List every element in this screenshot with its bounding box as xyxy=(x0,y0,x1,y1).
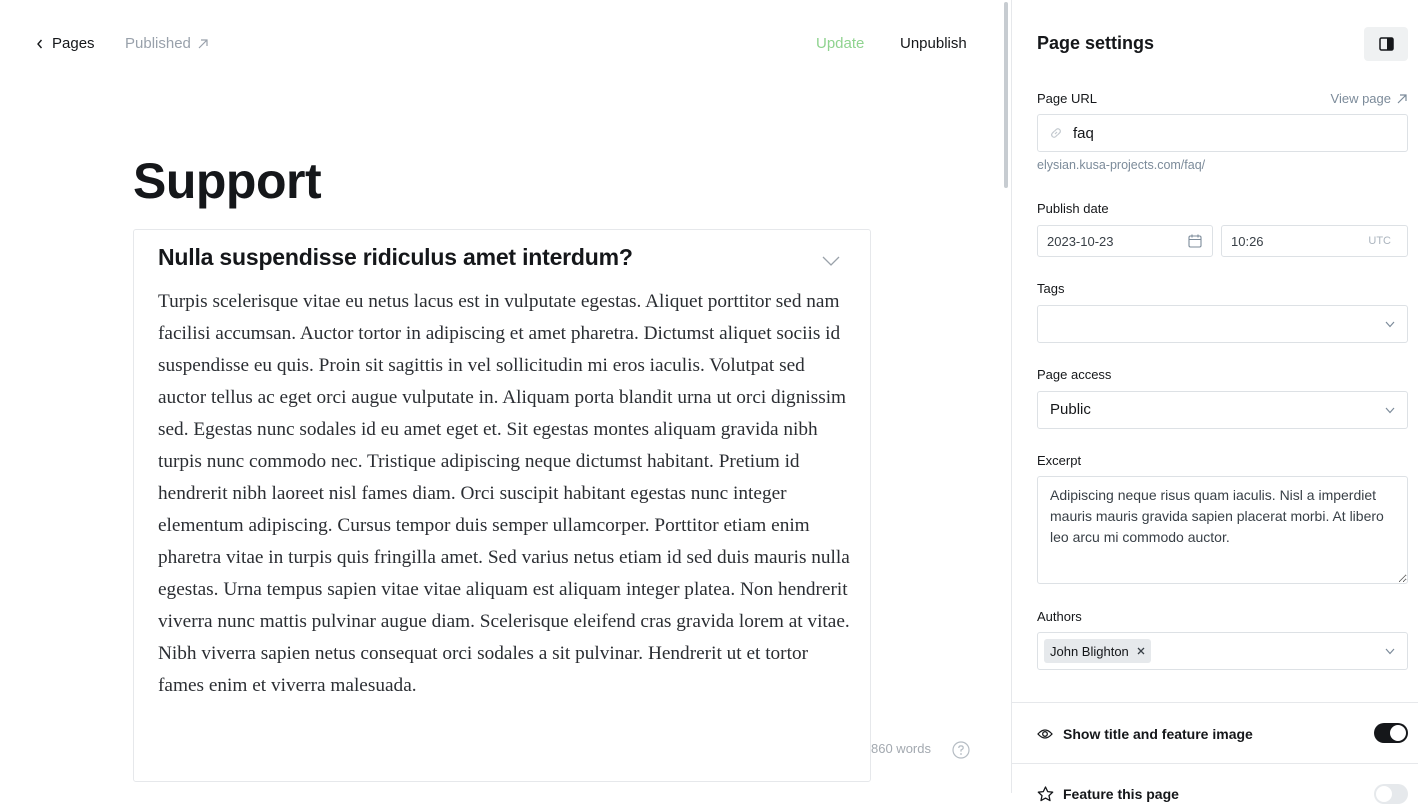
update-button[interactable]: Update xyxy=(816,35,865,52)
arrow-up-right-icon xyxy=(1397,94,1407,104)
feature-page-label: Feature this page xyxy=(1063,786,1179,802)
back-link-label: Pages xyxy=(52,35,95,52)
tags-label: Tags xyxy=(1037,281,1065,296)
author-token[interactable] xyxy=(1044,639,1151,663)
toggle-card[interactable] xyxy=(133,229,871,782)
publish-date-value: 2023-10-23 xyxy=(1047,234,1114,249)
show-title-label: Show title and feature image xyxy=(1063,726,1253,742)
page-url-input[interactable] xyxy=(1073,115,1393,151)
toggle-body-text[interactable]: Turpis scelerisque vitae eu netus lacus est in vulputate egestas. Aliquet porttitor sed nam facilisi accumsan. Auctor tortor in adipiscing et amet pharetra. Dictumst aliquet sociis id suspendisse eu quis. Proin sit sagittis in vel sollicitudin mi eros iaculis. Volutpat sed auctor tellus ac eget orci augue vulputate in. Aliquam porta blandit urna ut orci dignissim sed. Egestas nunc sodales id eu amet eget et. Sit egestas montes aliquam gravida nibh turpis nunc commodo nec. Tristique adipiscing neque dictumst habitant. Pretium id hendrerit nibh laoreet nisl fames diam. Orci suscipit habitant egestas nunc integer elementum adipiscing. Cursus tempor duis semper ullamcorper. Porttitor etiam enim pharetra vitae in turpis quis fringilla amet. Sed varius netus etiam id sed duis mauris nulla egestas. Urna tempus sapien vitae vitae aliquam est aliquam integer platea. Non hendrerit viverra nunc mattis pulvinar augue diam. Scelerisque eleifend cras gravida lorem at vitae. Nibh viverra sapien netus consequat orci sodales a sit pulvinar. Hendrerit ut et tortor fames enim et viverra malesuada. xyxy=(158,291,850,696)
chevron-down-icon[interactable] xyxy=(822,256,840,266)
authors-label: Authors xyxy=(1037,609,1082,624)
page-url-hint: elysian.kusa-projects.com/faq/ xyxy=(1037,158,1206,172)
publish-status-link[interactable] xyxy=(125,35,208,52)
section-divider xyxy=(1012,702,1418,703)
page-url-label: Page URL xyxy=(1037,91,1097,106)
author-name: John Blighton xyxy=(1050,643,1129,659)
panel-title: Page settings xyxy=(1037,33,1155,53)
back-to-pages-link[interactable] xyxy=(36,35,95,52)
settings-panel xyxy=(1011,0,1417,802)
panel-toggle-button[interactable] xyxy=(1364,27,1408,61)
page-title[interactable]: Support xyxy=(133,153,322,209)
unpublish-button[interactable]: Unpublish xyxy=(900,35,967,52)
star-icon xyxy=(1037,786,1054,802)
link-icon xyxy=(1049,126,1063,140)
chevron-down-icon xyxy=(1385,407,1395,414)
page-access-select[interactable] xyxy=(1037,391,1408,429)
editor-scrollbar[interactable] xyxy=(1004,2,1008,188)
arrow-up-right-icon xyxy=(198,39,208,49)
view-page-label: View page xyxy=(1330,91,1391,106)
eye-icon xyxy=(1037,728,1053,740)
switch-knob xyxy=(1376,786,1392,802)
word-count: 860 words xyxy=(871,741,931,756)
timezone-label: UTC xyxy=(1368,235,1391,247)
authors-select[interactable] xyxy=(1037,632,1408,670)
page-access-value: Public xyxy=(1050,401,1091,418)
publish-time-input[interactable] xyxy=(1231,226,1351,256)
sidebar-icon xyxy=(1379,37,1394,51)
show-title-row[interactable] xyxy=(1037,722,1408,746)
feature-page-row[interactable] xyxy=(1037,782,1408,806)
tags-select[interactable] xyxy=(1037,305,1408,343)
section-divider xyxy=(1012,763,1418,764)
show-title-switch[interactable] xyxy=(1374,723,1408,743)
chevron-down-icon xyxy=(1385,648,1395,655)
switch-knob xyxy=(1390,725,1406,741)
question-circle-icon[interactable] xyxy=(952,741,970,759)
excerpt-label: Excerpt xyxy=(1037,453,1082,468)
excerpt-textarea[interactable] xyxy=(1037,476,1408,584)
editor-topbar xyxy=(0,0,1011,88)
chevron-left-icon xyxy=(36,39,44,49)
calendar-icon xyxy=(1188,234,1202,248)
feature-page-switch[interactable] xyxy=(1374,784,1408,804)
toggle-heading[interactable]: Nulla suspendisse ridiculus amet interdum? xyxy=(158,244,633,270)
view-page-link[interactable] xyxy=(1331,91,1407,106)
publish-date-label: Publish date xyxy=(1037,201,1109,216)
page-access-label: Page access xyxy=(1037,367,1112,382)
publish-date-field[interactable] xyxy=(1037,225,1213,257)
chevron-down-icon xyxy=(1385,321,1395,328)
publish-time-field[interactable] xyxy=(1221,225,1408,257)
page-url-field[interactable] xyxy=(1037,114,1408,152)
close-icon[interactable] xyxy=(1137,647,1145,655)
publish-status-label: Published xyxy=(125,35,191,52)
